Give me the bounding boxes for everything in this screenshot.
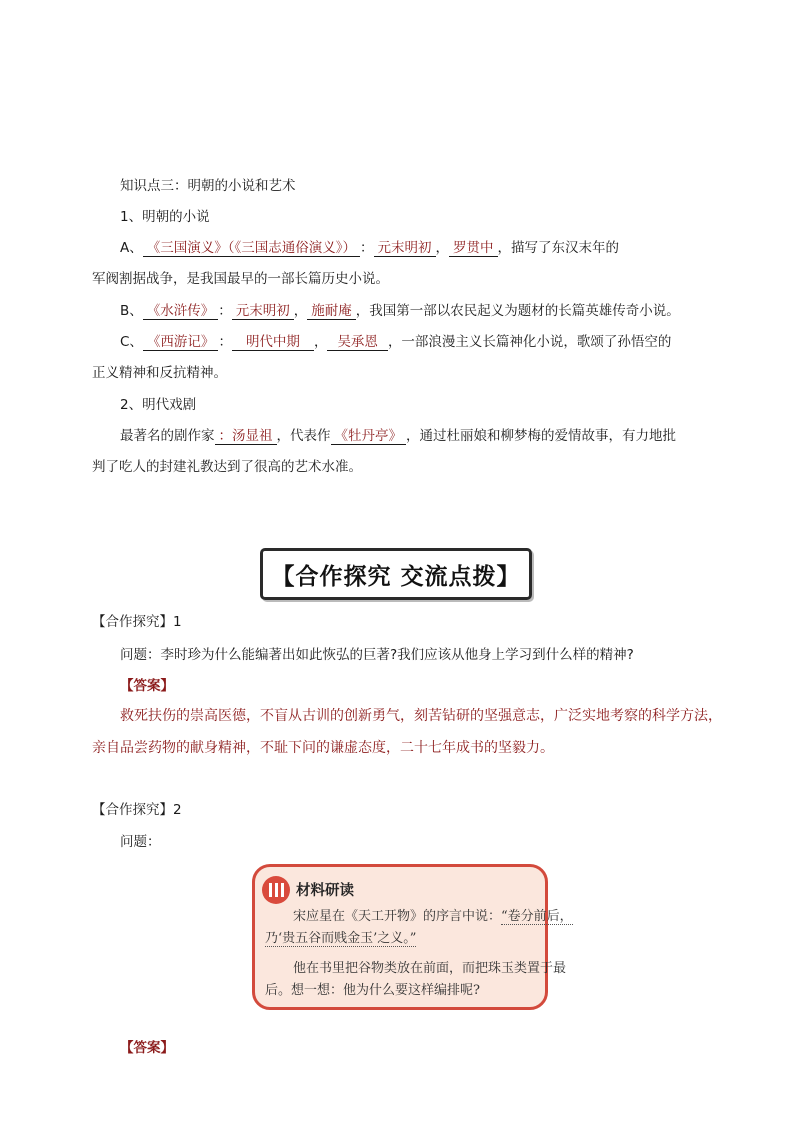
explore1-answer-line1: 救死扶伤的崇高医德，不盲从古训的创新勇气，刻苦钻研的坚强意志，广泛实地考察的科学方法， [120,708,722,724]
drama-pre: 最著名的剧作家 [120,428,215,444]
drama-rest1: ，通过杜丽娘和柳梦梅的爱情故事，有力地批 [406,428,676,444]
item-b-rest1: ，我国第一部以农民起义为题材的长篇英雄传奇小说。 [355,303,680,319]
section-title: 知识点三：明朝的小说和艺术 [120,178,296,194]
item-a-era: 元末明初 [374,240,436,257]
explore2-heading: 【合作探究】2 [92,802,182,818]
item-a-line1 [120,238,619,258]
item-c-era: 明代中期 [232,334,314,351]
item-c-author: 吴承恩 [327,334,388,351]
item-a-book: 《三国演义》（《三国志通俗演义》） [143,240,360,257]
card-line2 [265,929,416,949]
explore1-heading: 【合作探究】1 [92,614,182,630]
explore1-answer-label: 【答案】 [120,678,174,694]
item-a-line2: 军阀割据战争，是我国最早的一部长篇历史小说。 [92,271,389,287]
item-c-sep2: ， [313,334,328,350]
explore1-answer-line2: 亲自品尝药物的献身精神，不耻下问的谦虚态度，二十七年成书的坚毅力。 [92,740,554,756]
drama-mid: ，代表作 [276,428,331,444]
item-b-sep2: ， [293,303,308,319]
drama-line1 [120,426,676,446]
item-c-rest1: ，一部浪漫主义长篇神化小说，歌颂了孙悟空的 [387,334,672,350]
card-line4: 后。想一想：他为什么要这样编排呢? [265,983,480,998]
item-c-book: 《西游记》 [143,334,219,351]
drama-author: ：汤显祖 [215,428,277,445]
item-c-prefix: C、 [120,334,143,350]
item-b-author: 施耐庵 [307,303,356,320]
item-a-sep1: ： [360,240,374,256]
explore1-question: 问题：李时珍为什么能编著出如此恢弘的巨著?我们应该从他身上学习到什么样的精神? [120,647,634,663]
drama-work: 《牡丹亭》 [331,428,407,445]
card-line2-quote: 乃‘贵五谷而贱金玉’之义。” [265,931,417,946]
item-c-line2: 正义精神和反抗精神。 [92,365,227,381]
item-b-book: 《水浒传》 [143,303,219,320]
material-reading-card [252,864,573,1010]
card-line1-quote: “卷分前后， [501,909,573,924]
item-c-sep1: ： [218,334,232,350]
subheading-drama: 2、明代戏剧 [120,397,197,413]
explore2-answer-label: 【答案】 [120,1040,174,1056]
explore2-question: 问题： [120,834,161,850]
card-line3: 他在书里把谷物类放在前面，而把珠玉类置于最 [293,961,567,976]
item-a-prefix: A、 [120,240,143,256]
item-a-sep2: ， [435,240,449,256]
card-line1 [293,907,573,927]
item-a-rest1: ，描写了东汉末年的 [497,240,619,256]
card-title: 材料研读 [296,882,354,899]
item-a-author: 罗贯中 [449,240,498,257]
item-c-line1 [120,332,671,352]
item-b-line1 [120,301,680,321]
item-b-sep1: ： [218,303,232,319]
drama-line2: 判了吃人的封建礼教达到了很高的艺术水准。 [92,459,362,475]
card-line1-a: 宋应星在《天工开物》的序言中说： [293,909,502,924]
item-b-era: 元末明初 [232,303,294,320]
subheading-novels: 1、明朝的小说 [120,209,210,225]
item-b-prefix: B、 [120,303,143,319]
section-banner: 【合作探究 交流点拨】 [260,548,532,600]
three-bars-icon [262,876,290,904]
